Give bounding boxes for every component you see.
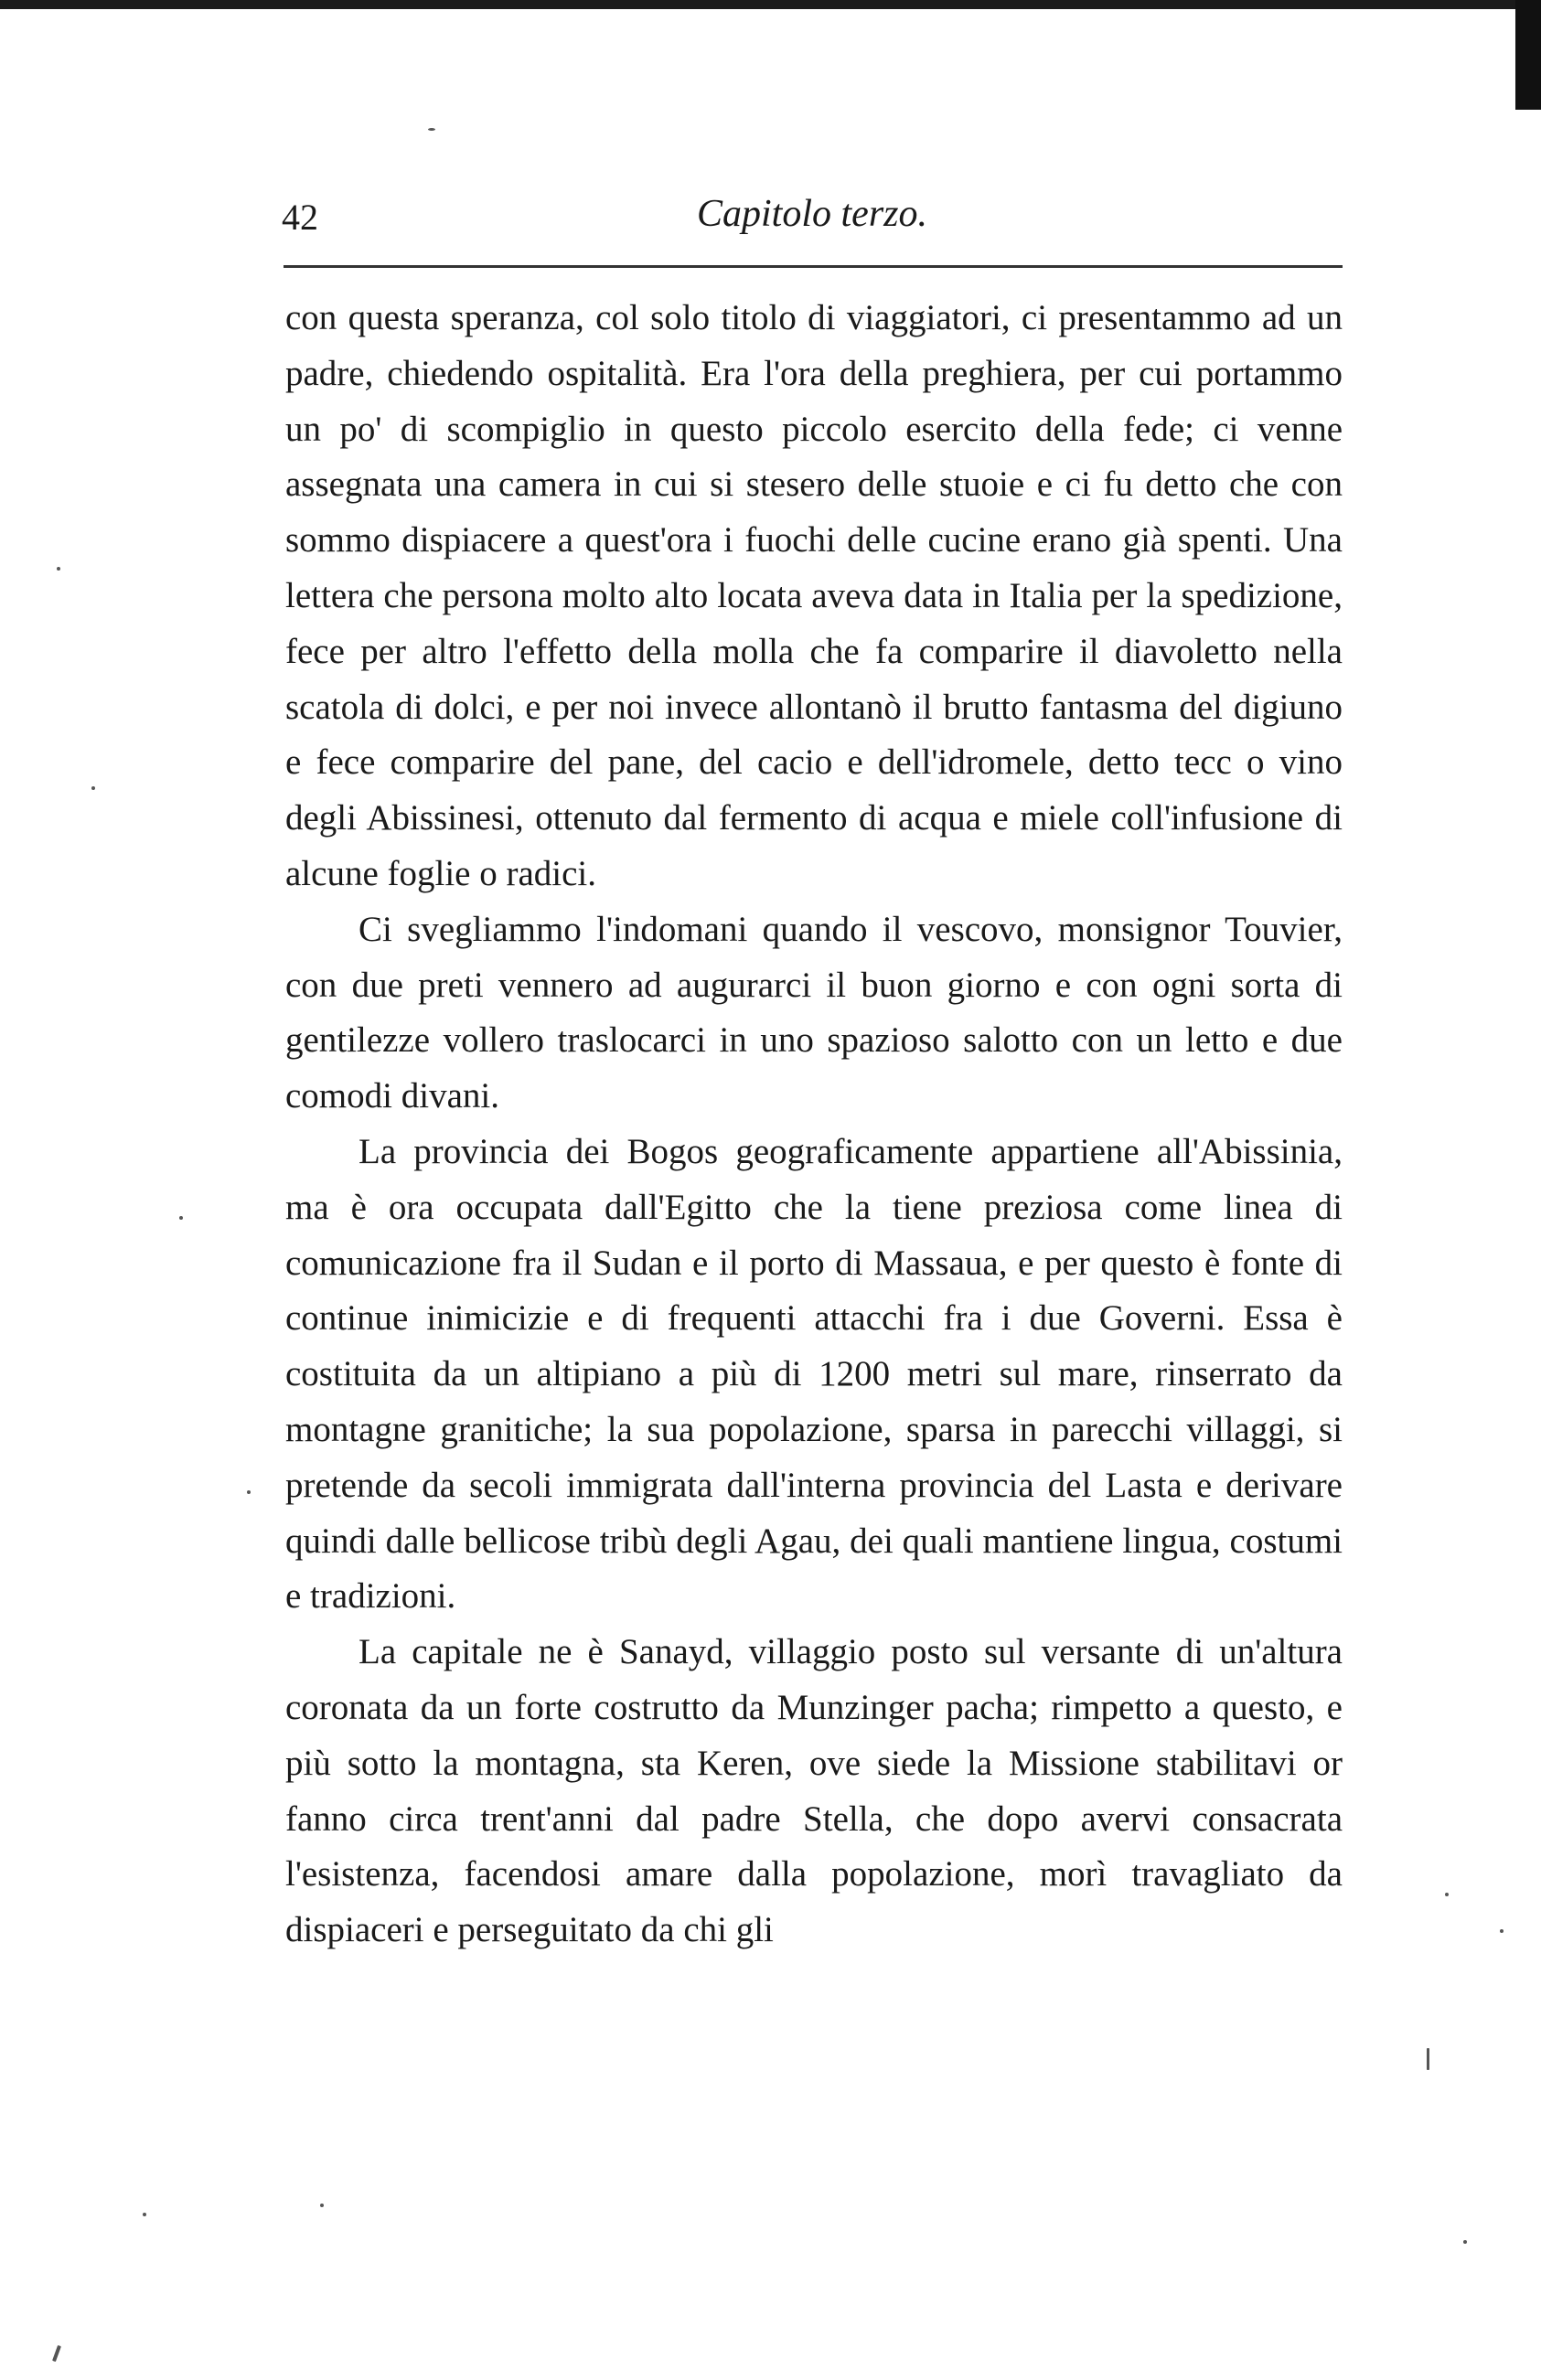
scan-speck — [1445, 1893, 1449, 1896]
header-rule — [284, 265, 1343, 268]
scan-speck — [91, 786, 95, 790]
scan-speck — [52, 2345, 61, 2362]
paragraph-continuation: con questa speranza, col solo titolo di viaggiatori, ci presentammo ad un padre, chiedendo ospitalità. Era l'ora della preghiera, per cui portammo un po' di scompiglio in questo piccolo esercito della fede; ci venne assegnata una camera in cui si stesero delle stuoie e ci fu detto che con sommo dispiacere a quest'ora i fuochi delle cucine erano già spenti. Una lettera che persona molto alto locata aveva data in Italia per la spedizione, fece per altro l'effetto della molla che fa comparire il diavoletto nella scatola di dolci, e per noi invece allontanò il brutto fantasma del digiuno e fece comparire del pane, del cacio e dell'idromele, detto tecc o vino degli Abissinesi, ottenuto dal fermento di acqua e miele coll'infusione di alcune foglie o radici. — [285, 298, 1343, 893]
page-right-edge-shadow — [1515, 0, 1541, 110]
page-number: 42 — [282, 197, 318, 238]
body-text — [285, 291, 1343, 1958]
scan-speck — [57, 567, 60, 571]
scan-speck — [179, 1216, 183, 1220]
running-title: Capitolo terzo. — [696, 193, 928, 235]
scan-speck — [1427, 2048, 1429, 2070]
page-top-edge — [0, 0, 1541, 9]
scan-speck — [320, 2204, 324, 2207]
scan-speck — [428, 128, 435, 131]
scan-speck — [143, 2213, 146, 2216]
paragraph-bogos-province: La provincia dei Bogos geograficamente appartiene all'Abissinia, ma è ora occupata dall'Egitto che la tiene preziosa come linea di comunicazione fra il Sudan e il porto di Massaua, e per questo è fonte di continue inimicizie e di frequenti attacchi fra i due Governi. Essa è costituita da un altipiano a più di 1200 metri sul mare, rinserrato da montagne granitiche; la sua popolazione, sparsa in parecchi villaggi, si pretende da secoli immigrata dall'interna provincia del Lasta e derivare quindi dalle bellicose tribù degli Agau, dei quali mantiene lingua, costumi e tradizioni. — [285, 1131, 1343, 1617]
scan-speck — [1463, 2240, 1467, 2244]
scan-speck — [1500, 1929, 1504, 1933]
paragraph-capital: La capitale ne è Sanayd, villaggio posto sul versante di un'altura coronata da un forte costrutto da Munzinger pacha; rimpetto a questo, e più sotto la montagna, sta Keren, ove siede la Missione stabilitavi or fanno circa trent'anni dal padre Stella, che dopo avervi consacrata l'esistenza, facendosi amare dalla popolazione, morì travagliato da dispiaceri e perseguitato da chi gli — [285, 1632, 1343, 1950]
page-header — [282, 192, 1343, 256]
paragraph-awakening: Ci svegliammo l'indomani quando il vescovo, monsignor Touvier, con due preti vennero ad augurarci il buon giorno e con ogni sorta di gentilezze vollero traslocarci in uno spazioso salotto con un letto e due comodi divani. — [285, 909, 1343, 1116]
scan-speck — [247, 1490, 251, 1494]
